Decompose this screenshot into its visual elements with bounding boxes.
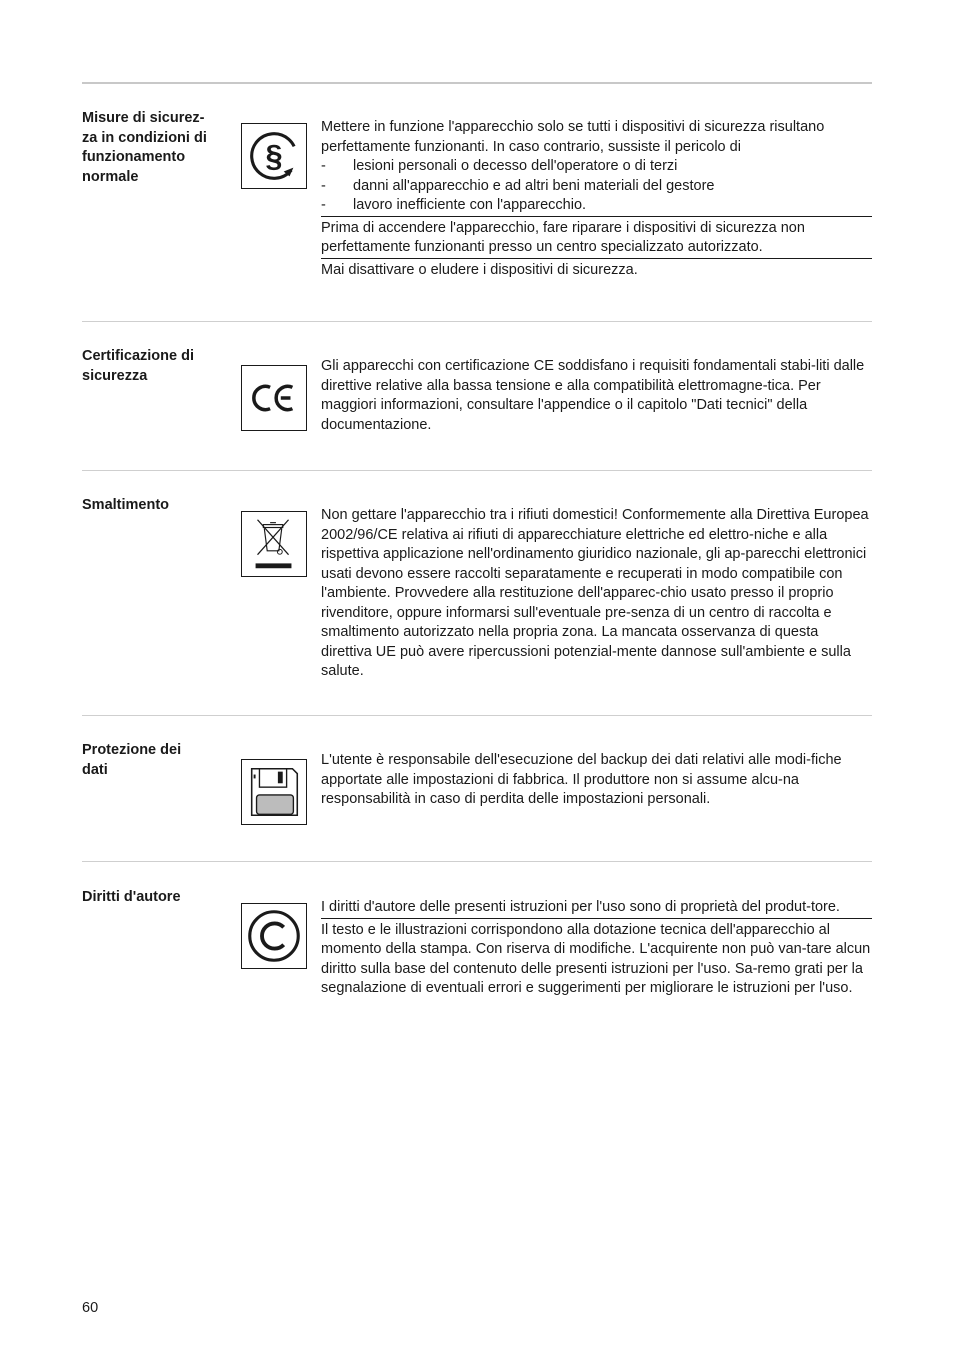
never-disable-paragraph: Mai disattivare o eludere i dispositivi di sicurezza. — [321, 258, 872, 281]
section-title-data-protection — [82, 741, 222, 780]
crossed-out-bin-icon — [241, 511, 307, 577]
title-line: za in condizioni di — [82, 129, 207, 146]
title-line: funzionamento — [82, 149, 186, 165]
section-title-copyright — [82, 888, 222, 908]
section-divider — [82, 470, 872, 471]
section-title-safety-certification — [82, 347, 222, 386]
section-title-safety-measures — [82, 109, 222, 187]
section-body-safety-measures — [321, 118, 872, 280]
data-protection-paragraph: L'utente è responsabile dell'esecuzione del backup dei dati relativi alle modi-fiche apportate alle impostazioni di fabbrica. Il produttore non si assume alcu-na responsabilità in caso di perdita delle impostazioni personali. — [321, 752, 842, 807]
list-item: - lavoro inefficiente con l'apparecchio. — [321, 196, 872, 216]
floppy-disk-icon — [241, 759, 307, 825]
title-line: Protezione dei — [82, 742, 182, 758]
top-divider — [82, 82, 872, 84]
title-line: sicurezza — [82, 367, 148, 384]
paragraph-compliance-icon — [241, 123, 307, 189]
hazard-list — [321, 157, 872, 216]
title-line: Certificazione di — [82, 348, 194, 364]
section-divider — [82, 321, 872, 322]
copyright-details-paragraph: Il testo e le illustrazioni corrispondono alla dotazione tecnica dell'apparecchio al momento della stampa. Con riserva di modifiche. L'acquirente non può van-tare alcun diritto sulla base del contenuto delle presenti istruzioni per l'uso. Sa-remo grati per la segnalazione di eventuali errori e suggerimenti per migliorare le istruzioni per l'uso. — [321, 918, 872, 999]
list-item: - lesioni personali o decesso dell'operatore o di terzi — [321, 157, 872, 177]
certification-paragraph: Gli apparecchi con certificazione CE soddisfano i requisiti fondamentali stabi-liti dalle direttive relative alla bassa tensione e alla compatibilità elettromagne-tica. Per maggiori informazioni, consultare l'appendice o il capitolo "Dati tecnici" della documentazione. — [321, 358, 865, 433]
title-line: Misure di sicurez- — [82, 110, 205, 126]
section-body-safety-certification — [321, 357, 872, 435]
section-divider — [82, 861, 872, 862]
title-line: dati — [82, 761, 108, 778]
section-title-disposal — [82, 496, 222, 516]
section-body-copyright — [321, 898, 872, 999]
section-divider — [82, 715, 872, 716]
repair-paragraph: Prima di accendere l'apparecchio, fare riparare i dispositivi di sicurezza non perfettamente funzionanti presso un centro specializzato autorizzato. — [321, 216, 872, 258]
copyright-ownership-paragraph: I diritti d'autore delle presenti istruzioni per l'uso sono di proprietà del produt-tore. — [321, 899, 840, 915]
intro-paragraph: Mettere in funzione l'apparecchio solo se tutti i dispositivi di sicurezza risultano perfettamente funzionanti. In caso contrario, sussiste il pericolo di — [321, 119, 825, 155]
title-line: normale — [82, 168, 139, 185]
disposal-paragraph: Non gettare l'apparecchio tra i rifiuti domestici! Conformemente alla Direttiva Europea 2002/96/CE relativa ai rifiuti di apparecchiature elettriche ed elettro-niche e alla rispettiva applicazione nell'ordinamento giuridico nazionale, gli ap-parecchi elettronici usati devono essere raccolti separatamente e recuperati in modo compatibile con l'ambiente. Provvedere alla restituzione dell'apparec-chio usato presso il proprio rivenditore, oppure informarsi sull'eventuale pre-senza di un centro di raccolta e smaltimento autorizzato nella propria zona. La mancata osservanza di questa direttiva UE può avere ripercussioni potenzial-mente dannose sull'ambiente e sulla salute. — [321, 507, 869, 679]
copyright-icon — [241, 903, 307, 969]
svg-text:§: § — [265, 138, 283, 174]
page-number: 60 — [82, 1300, 99, 1316]
section-body-disposal — [321, 506, 872, 682]
list-item: - danni all'apparecchio e ad altri beni materiali del gestore — [321, 177, 872, 197]
section-body-data-protection — [321, 751, 872, 810]
ce-mark-icon — [241, 365, 307, 431]
title-line: Diritti d'autore — [82, 889, 181, 905]
title-line: Smaltimento — [82, 497, 170, 513]
